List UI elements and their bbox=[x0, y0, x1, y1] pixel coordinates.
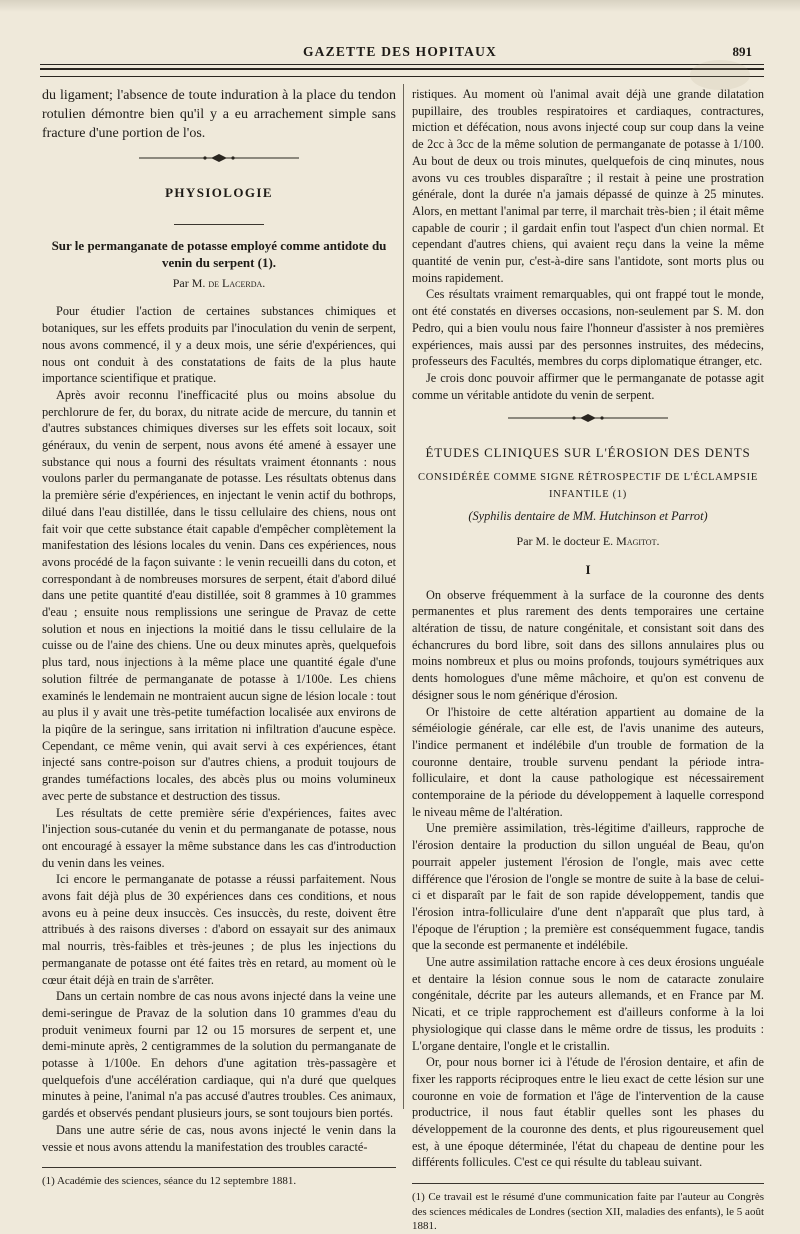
section-heading: PHYSIOLOGIE bbox=[165, 185, 273, 200]
paragraph: Pour étudier l'action de certaines substances chimiques et botaniques, sur les effets produits par l'inoculation du venin de serpent, nous avons commencé, il y a deux mois, une série d'expériences, qui nous ont conduit à des constatations de faits de la plus haute importance scientifique et pratique. bbox=[42, 304, 396, 386]
article-byline bbox=[412, 533, 764, 550]
ornament-divider-icon bbox=[139, 153, 299, 163]
article-byline bbox=[42, 275, 396, 292]
paragraph: Ici encore le permanganate de potasse a réussi parfaitement. Nous avons fait déjà plus de 30 expériences dans ces conditions, et nous avons eu à peine deux insuccès. Ces insuccès, du reste, doivent être attribués à des raisons diverses : d'abord on essayait sur des animaux mal nourris, très-faibles et très-jeunes ; de plus les injections du permanganate de potasse ont été faites très en retard, au moment où le cœur était déjà en train de s'arrêter. bbox=[42, 872, 396, 987]
byline-prefix: Par M. bbox=[172, 275, 206, 290]
paragraph: Or, pour nous borner ici à l'étude de l'érosion dentaire, et afin de fixer les rapports réciproques entre le lieu exact de cette lésion sur une couronne en voie de formation et l'âge de l'intervention de la cause productrice, il nous faut établir quelles sont les phases du développement de la couronne des dents, et plus rigoureusement quel est, à une époque déterminée, l'état du chapeau de dentine pour les différents follicules. C'est ce qui résulte du tableau suivant. bbox=[412, 1055, 764, 1170]
paragraph: ristiques. Au moment où l'animal avait déjà une grande dilatation pupillaire, des troubles respiratoires et cardiaques, contractures, miction et défécation, nous avons injecté coup sur coup dans la veine de 2cc à 3cc de la même solution de permanganate de potasse à 1/100. Au bout de deux ou trois minutes, quelquefois de cinq minutes, nous avons vu ces troubles disparaître ; il restait à peine une prostration générale, dont la durée n'a jamais dépassé de quinze à 25 minutes. Alors, en mettant l'animal par terre, il marchait très-bien ; il était même capable de courir ; il gardait enfin tout l'aspect d'un chien normal. Et cependant d'autres chiens, qui avaient reçu dans la veine la même quantité de venin pur, c'est-à-dire sans l'antidote, sont morts plus ou moins rapidement. bbox=[412, 87, 764, 285]
paragraph: Une première assimilation, très-légitime d'ailleurs, rapproche de l'érosion dentaire la production du sillon unguéal de Beau, qu'on pourrait appeler justement l'érosion de l'ongle, mais avec cette différence que l'érosion de l'ongle se montre de suite à la base de celui-ci et disparaît par le fait de son rapide développement, tandis que l'érosion intra-folliculaire d'une dent n'apparaît que plus tard, à l'époque de l'éruption ; la première est conséquemment fugace, tandis que la seconde est permanente et indélébile. bbox=[412, 821, 764, 953]
left-column bbox=[42, 86, 396, 1189]
header-rule-double bbox=[40, 68, 764, 70]
footnote: (1) Ce travail est le résumé d'une communication faite par l'auteur au Congrès des sciences médicales de Londres (section XII, maladies des enfants), le 5 août 1881. bbox=[412, 1191, 764, 1233]
article-subtitle-italic: (Syphilis dentaire de MM. Hutchinson et Parrot) bbox=[468, 509, 708, 524]
column-divider bbox=[403, 84, 404, 1109]
paragraph: Une autre assimilation rattache encore à ces deux érosions unguéale et dentaire la lésion connue sous le nom de cataracte zonulaire congénitale, décrite par les auteurs allemands, et en France par M. Nicati, et ce triple rapprochement est d'ailleurs conforme à la loi physiologique qui classe dans le même ordre de tissus, les produits : L'organe dentaire, l'ongle et le cristallin. bbox=[412, 955, 764, 1053]
paragraph: On observe fréquemment à la surface de la couronne des dents permanentes et plus rarement des dents temporaires une certaine altération de tissu, de nature congénitale, et consistant soit dans des échancrures du bord libre, soit dans des sillons annulaires plus ou moins nombreux et plus ou moins profonds, toujours symétriques aux dents homologues d'une même mâchoire, et qu'on est convenu de désigner sous le nom générique d'érosion. bbox=[412, 587, 764, 702]
paragraph: Ces résultats vraiment remarquables, qui ont frappé tout le monde, ont été constatés en diverses occasions, non-seulement par S. M. don Pedro, qui a bien voulu nous faire l'honneur d'assister à nos premières expériences, mais aussi par des personnes instruites, des médecins, professeurs des Facultés, membres du corps diplomatique étranger, etc. bbox=[412, 287, 764, 369]
page-header-title: GAZETTE DES HOPITAUX bbox=[302, 44, 498, 59]
footnote: (1) Académie des sciences, séance du 12 septembre 1881. bbox=[42, 1175, 297, 1188]
page-top-edge bbox=[0, 0, 800, 12]
article-title: Sur le permanganate de potasse employé comme antidote du venin du serpent (1). bbox=[51, 237, 387, 270]
byline-prefix: Par M. le docteur bbox=[516, 534, 600, 549]
paragraph: Dans un certain nombre de cas nous avons injecté dans la veine une demi-seringue de Pravaz de la solution dans 10 grammes d'eau du produit venimeux fourni par 12 ou 15 morsures de serpent et, une demi-minute après, 2 centigrammes de la solution du permanganate de potasse à 1/100e. En dehors d'une agitation très-passagère et quelquefois d'une accélération cardiaque, qui n'a duré que quelques minutes à peine, l'animal n'a pas accusé d'autres troubles. Ces animaux, gardés et observés pendant plusieurs jours, se sont toujours bien portés. bbox=[42, 989, 396, 1121]
author-name: de Lacerda. bbox=[208, 275, 266, 290]
paragraph: Or l'histoire de cette altération appartient au domaine de la séméiologie générale, car elle est, de l'avis unanime des auteurs, l'indice permanent et indélébile d'un trouble de formation de la couronne dentaire, trouble survenu pendant la période intra-folliculaire, et dont la cause pathologique est nécessairement contemporaine de la période du développement à laquelle correspond le niveau même de l'altération. bbox=[412, 704, 764, 819]
continuation-text: du ligament; l'absence de toute induration à la place du tendon rotulien démontre bien qu'il y a eu arrachement simple sans fracture d'une portion de l'os. bbox=[42, 88, 396, 141]
author-name: E. Magitot. bbox=[602, 534, 660, 549]
article-subtitle: CONSIDÉRÉE COMME SIGNE RÉTROSPECTIF DE L'ÉCLAMPSIE INFANTILE (1) bbox=[418, 472, 758, 500]
right-column bbox=[412, 86, 764, 1234]
page-number: 891 bbox=[732, 44, 752, 59]
paragraph: Je crois donc pouvoir affirmer que le permanganate de potasse agit comme un véritable antidote du venin de serpent. bbox=[412, 370, 764, 402]
footnote-rule bbox=[412, 1183, 764, 1184]
paragraph: Les résultats de cette première série d'expériences, faites avec l'injection sous-cutanée du venin et du permanganate de potasse, nous ont encouragé à essayer la même substance dans les cas d'introduction du venin dans les veines. bbox=[42, 805, 396, 870]
ornament-divider-icon bbox=[508, 413, 668, 423]
header-rule-bottom bbox=[40, 76, 764, 77]
footnote-rule bbox=[42, 1167, 396, 1168]
header-rule-top bbox=[40, 64, 764, 65]
paragraph: Dans une autre série de cas, nous avons injecté le venin dans la vessie et nous avons attendu la manifestation des troubles caracté- bbox=[42, 1122, 396, 1154]
section-rule bbox=[174, 224, 264, 225]
paragraph: Après avoir reconnu l'inefficacité plus ou moins absolue du perchlorure de fer, du borax, du nitrate acide de mercure, du tannin et d'autres substances chimiques diverses sur les effets soit locaux, soit généraux, du venin de serpent, nous avons été amené à essayer une substance qui nous a fourni des résultats vraiment étonnants : nous voulons parler du permanganate de potasse. Les résultats obtenus dans la première série d'expériences, en injectant le venin actif du bothrops, dilué dans l'eau distillée, dans le tissu cellulaire des chiens, nous ont fait voir que cette substance était capable d'empêcher complètement la manifestation des lésions locales du venin. Dans ces expériences, nous avons procédé de la façon suivante : le venin recueilli dans du coton, et correspondant à de nombreuses morsures de serpent, était d'abord dilué dans une petite quantité d'eau distillée, soit 8 grammes à 10 grammes d'eau ; ensuite nous remplissions une seringue de Pravaz de cette solution et nous en injections la moitié dans le tissu cellulaire de la cuisse ou de l'aine des chiens. Une ou deux minutes après, quelquefois plus tard, nous injections à la même place une quantité égale d'une solution filtrée de permanganate de potasse à 1/100e. Les chiens examinés le lendemain ne montraient aucun signe de lésion locale : tout au plus il y avait une très-petite tuméfaction localisée aux environs de la piqûre de la seringue, sans irritation ni infiltration d'aucune espèce. Cependant, ce même venin, qui avait servi à ces expériences, étant injecté sans contre-poison sur d'autres chiens, a produit toujours de grandes tuméfactions locales, des abcès plus ou moins volumineux avec perte de substance et destruction des tissus. bbox=[42, 387, 396, 803]
article-title: ÉTUDES CLINIQUES SUR L'ÉROSION DES DENTS bbox=[425, 445, 751, 461]
section-number: I bbox=[585, 561, 591, 577]
